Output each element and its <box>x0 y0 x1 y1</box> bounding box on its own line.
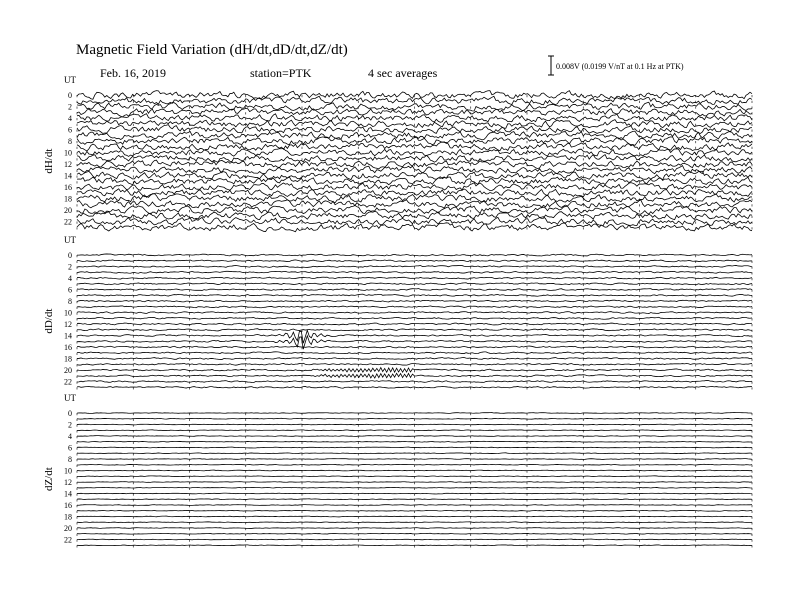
trace-hour-1 <box>77 260 752 262</box>
hour-label: 0 <box>68 91 72 100</box>
hour-label: 22 <box>64 535 72 545</box>
trace-hour-5 <box>77 441 752 442</box>
trace-hour-14 <box>77 493 752 494</box>
panel-dZ-dt <box>43 393 752 547</box>
trace-hour-4 <box>77 277 752 279</box>
trace-hour-3 <box>77 430 752 431</box>
hour-label: 8 <box>68 297 72 306</box>
scale-bar-label: 0.008V (0.0199 V/nT at 0.1 Hz at PTK) <box>556 62 684 71</box>
hour-label: 16 <box>64 501 72 510</box>
trace-hour-11 <box>77 476 752 477</box>
hour-label: 4 <box>68 114 72 123</box>
station-label: station=PTK <box>250 66 312 80</box>
hour-label: 16 <box>64 343 72 352</box>
ut-label: UT <box>64 235 76 245</box>
hour-label: 14 <box>64 489 72 499</box>
chart-title: Magnetic Field Variation (dH/dt,dD/dt,dZ/dt) <box>76 42 348 58</box>
date-label: Feb. 16, 2019 <box>100 66 166 80</box>
trace-hour-0 <box>77 254 752 256</box>
hour-label: 12 <box>64 320 72 329</box>
hour-label: 20 <box>64 206 72 215</box>
ut-label: UT <box>64 393 76 403</box>
trace-hour-23 <box>77 545 752 546</box>
trace-hour-1 <box>77 418 752 419</box>
hour-label: 14 <box>64 331 72 341</box>
trace-hour-6 <box>77 125 752 134</box>
hour-label: 6 <box>68 443 72 453</box>
trace-hour-16 <box>77 505 752 506</box>
hour-label: 16 <box>64 183 72 192</box>
hour-label: 14 <box>64 171 72 181</box>
trace-hour-10 <box>77 148 752 156</box>
hour-label: 2 <box>68 420 72 430</box>
trace-hour-0 <box>77 413 752 414</box>
hour-label: 4 <box>68 432 72 441</box>
panel-ylabel: dZ/dt <box>43 467 55 492</box>
hour-label: 8 <box>68 455 72 464</box>
trace-hour-4 <box>77 436 752 437</box>
trace-hour-0 <box>77 91 752 100</box>
hour-label: 22 <box>64 217 72 227</box>
ut-label: UT <box>64 75 76 85</box>
hour-label: 6 <box>68 285 72 295</box>
trace-hour-18 <box>77 194 752 203</box>
panel-dH-dt <box>43 75 752 232</box>
trace-hour-3 <box>77 271 752 273</box>
hour-label: 10 <box>64 466 72 476</box>
hour-label: 0 <box>68 251 72 260</box>
hour-label: 2 <box>68 102 72 112</box>
trace-hour-13 <box>77 487 752 488</box>
panel-ylabel: dH/dt <box>43 148 55 174</box>
hour-label: 18 <box>64 194 72 204</box>
panels <box>43 75 752 547</box>
hour-label: 8 <box>68 137 72 146</box>
trace-hour-17 <box>77 510 752 511</box>
hour-label: 12 <box>64 478 72 487</box>
trace-hour-9 <box>77 464 752 465</box>
time-ticks <box>77 413 752 547</box>
hour-label: 10 <box>64 308 72 318</box>
panel-ylabel: dD/dt <box>43 308 55 334</box>
trace-hour-19 <box>77 522 752 523</box>
hour-label: 20 <box>64 524 72 533</box>
trace-hour-16 <box>77 346 752 348</box>
hour-label: 10 <box>64 148 72 158</box>
hour-label: 20 <box>64 366 72 375</box>
trace-hour-22 <box>77 539 752 540</box>
trace-hour-16 <box>77 183 752 191</box>
trace-hour-10 <box>77 470 752 471</box>
hour-label: 12 <box>64 160 72 169</box>
panel-dD-dt <box>43 235 752 389</box>
scale-bar <box>548 56 684 75</box>
trace-hour-19 <box>77 200 752 208</box>
hour-label: 2 <box>68 262 72 272</box>
trace-hour-12 <box>77 482 752 483</box>
trace-hour-8 <box>77 459 752 460</box>
hour-label: 22 <box>64 377 72 387</box>
trace-hour-9 <box>77 142 752 151</box>
hour-label: 18 <box>64 354 72 364</box>
hour-label: 4 <box>68 274 72 283</box>
trace-hour-21 <box>77 533 752 534</box>
averaging-label: 4 sec averages <box>368 66 438 80</box>
hour-label: 6 <box>68 125 72 135</box>
hour-label: 0 <box>68 409 72 418</box>
hour-label: 18 <box>64 512 72 522</box>
trace-hour-13 <box>77 166 752 174</box>
